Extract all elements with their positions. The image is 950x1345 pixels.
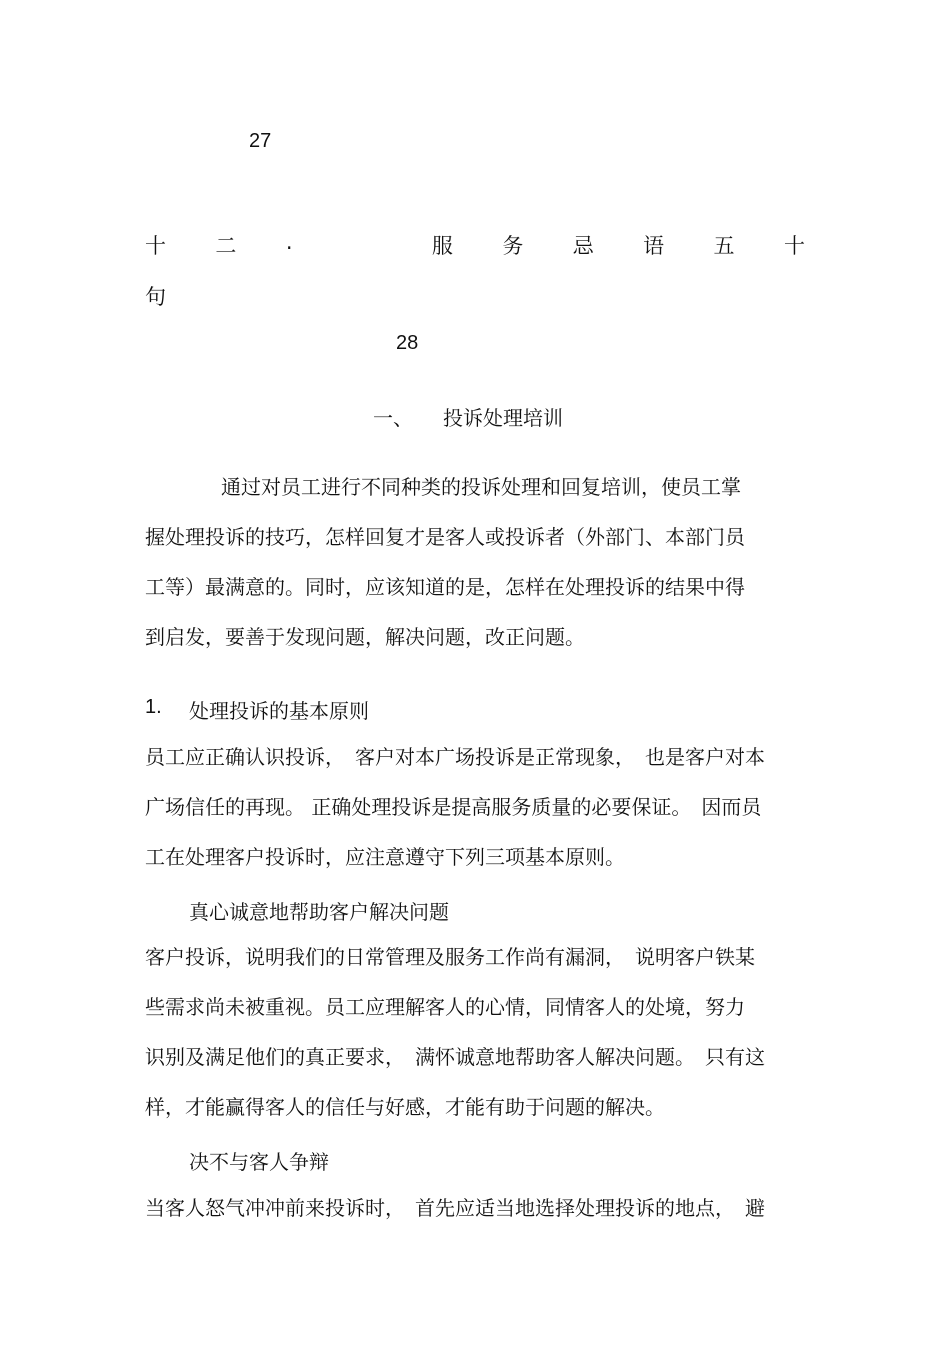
principles-paragraph-1	[145, 732, 805, 882]
intro-line: 握处理投诉的技巧，怎样回复才是客人或投诉者（外部门、本部门员	[145, 525, 745, 549]
paragraph-line: 广场信任的再现。 正确处理投诉是提高服务质量的必要保证。 因而员	[145, 795, 762, 819]
paragraph-line: 员工应正确认识投诉， 客户对本广场投诉是正常现象， 也是客户对本	[145, 745, 765, 769]
toc-entry-12-wrap: 句	[145, 285, 166, 309]
principles-title: 处理投诉的基本原则	[189, 699, 369, 723]
paragraph-line: 样，才能赢得客人的信任与好感，才能有助于问题的解决。	[145, 1095, 665, 1119]
toc-char: .	[285, 230, 293, 254]
toc-char: 十	[783, 234, 805, 258]
paragraph-line: 些需求尚未被重视。员工应理解客人的心情，同情客人的处境，努力	[145, 995, 745, 1019]
principles-paragraph-2	[145, 932, 805, 1132]
intro-line: 通过对员工进行不同种类的投诉处理和回复培训，使员工掌	[221, 475, 741, 499]
toc-page-number-28: 28	[396, 332, 419, 354]
toc-char: 忌	[572, 234, 594, 258]
section-number: 一、	[373, 406, 413, 430]
paragraph-line: 当客人怒气冲冲前来投诉时， 首先应适当地选择处理投诉的地点， 避	[145, 1196, 765, 1220]
toc-page-number-27: 27	[249, 130, 272, 152]
toc-char: 服	[431, 234, 453, 258]
sub-principle-2: 决不与客人争辩	[189, 1150, 329, 1174]
paragraph-line: 工在处理客户投诉时，应注意遵守下列三项基本原则。	[145, 845, 625, 869]
intro-paragraph	[145, 462, 805, 662]
paragraph-line: 客户投诉，说明我们的日常管理及服务工作尚有漏洞， 说明客户铁某	[145, 945, 755, 969]
toc-char: 二	[215, 234, 237, 258]
toc-char: 语	[643, 234, 665, 258]
principles-number: 1.	[145, 696, 162, 718]
principles-paragraph-3	[145, 1183, 805, 1233]
section-title: 投诉处理培训	[443, 406, 563, 430]
intro-line: 到启发，要善于发现问题，解决问题，改正问题。	[145, 625, 585, 649]
toc-entry-12[interactable]	[145, 230, 805, 260]
toc-char: 十	[145, 234, 166, 258]
paragraph-line: 识别及满足他们的真正要求， 满怀诚意地帮助客人解决问题。 只有这	[145, 1045, 765, 1069]
sub-principle-1: 真心诚意地帮助客户解决问题	[189, 900, 449, 924]
intro-line: 工等）最满意的。同时，应该知道的是，怎样在处理投诉的结果中得	[145, 575, 745, 599]
toc-char: 五	[713, 234, 735, 258]
toc-char: 务	[502, 234, 524, 258]
